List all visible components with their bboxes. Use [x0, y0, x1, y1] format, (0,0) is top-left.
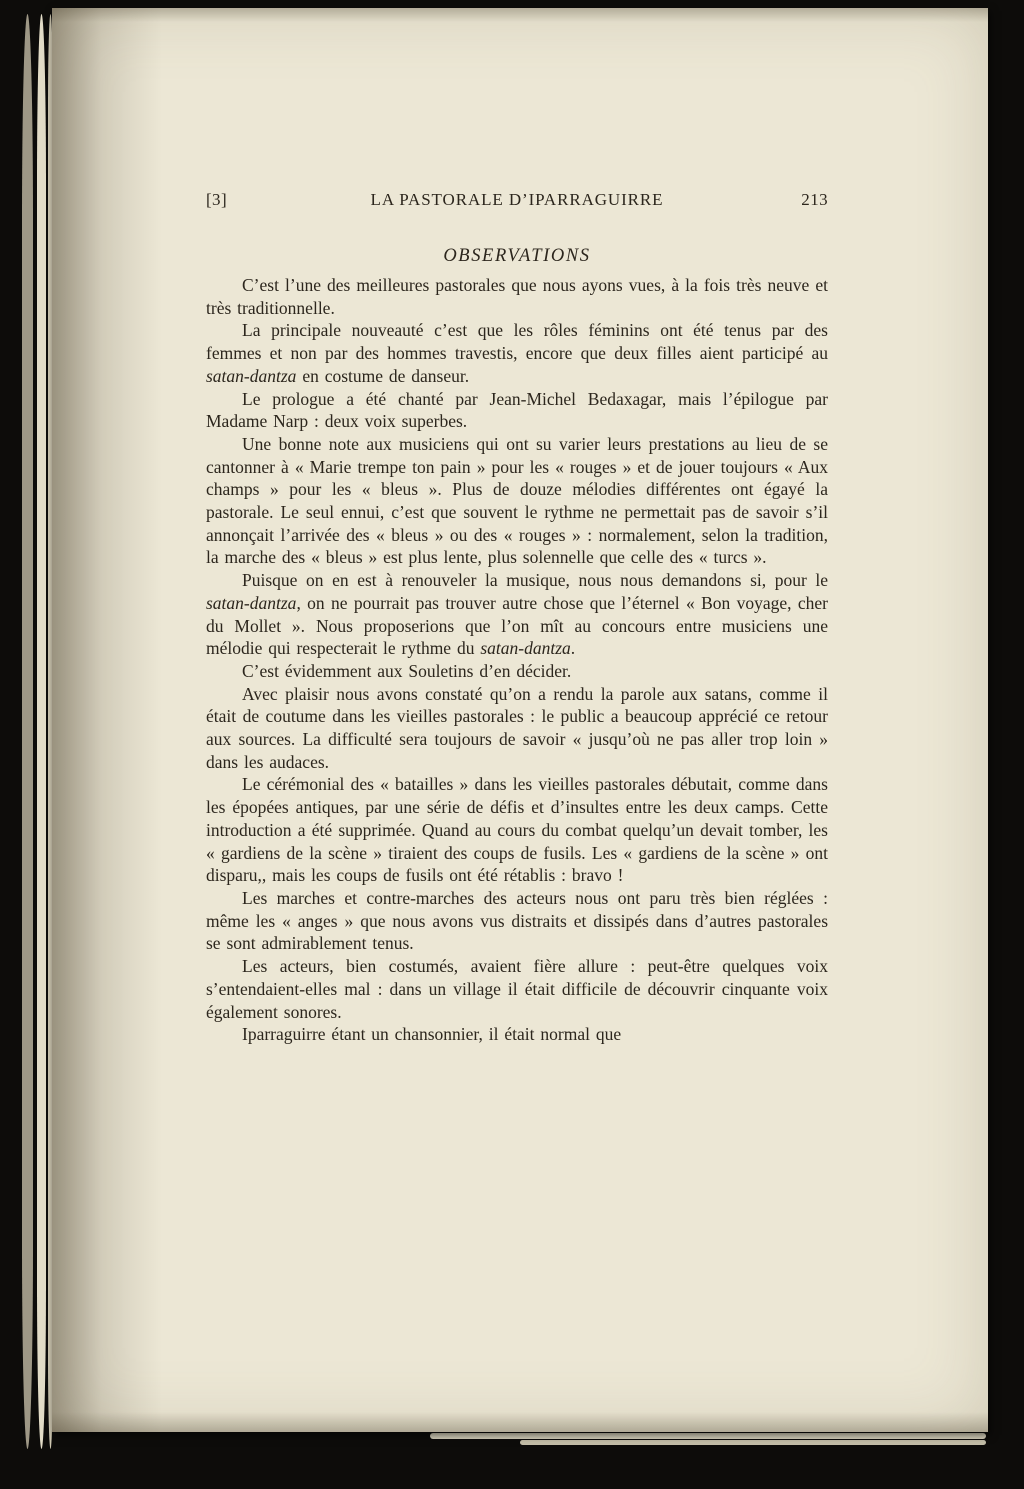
page-bottom-shade: [52, 1412, 988, 1432]
book-page: [52, 8, 988, 1432]
italic-term: satan-dantza: [480, 638, 571, 659]
page-top-shade: [52, 8, 988, 22]
running-title: LA PASTORALE D’IPARRAGUIRRE: [370, 190, 664, 209]
gutter-shadow: [52, 8, 162, 1432]
text-segment: Les marches et contre-marches des acteurs nous ont paru très bien réglées : même les « anges » que nous avons vus distraits et dissipés dans d’autres pastorales se sont admirablement tenus.: [206, 887, 828, 954]
page-content: [206, 190, 828, 1046]
paragraph: [206, 660, 828, 683]
page-stack-edge: [430, 1433, 986, 1439]
paragraph: [206, 683, 828, 774]
text-segment: Le prologue a été chanté par Jean-Michel Bedaxagar, mais l’épilogue par Madame Narp : deux voix superbes.: [206, 388, 828, 432]
paragraph: [206, 319, 828, 387]
text-segment: Avec plaisir nous avons constaté qu’on a rendu la parole aux satans, comme il était de coutume dans les vieilles pastorales : le public a beaucoup apprécié ce retour aux sources. La difficulté sera toujours de savoir « jusqu’où ne pas aller trop loin » dans les audaces.: [206, 683, 828, 772]
text-segment: La principale nouveauté c’est que les rôles féminins ont été tenus par des femmes et non par des hommes travestis, encore que deux filles aient participé au: [206, 320, 828, 364]
page-body: [206, 274, 828, 1046]
page-edge-line: [22, 14, 33, 1449]
paragraph: [206, 887, 828, 955]
text-segment: en costume de danseur.: [296, 365, 470, 386]
paragraph: [206, 955, 828, 1023]
italic-term: satan-dantza: [206, 365, 297, 386]
text-segment: Les acteurs, bien costumés, avaient fière allure : peut-être quelques voix s’entendaient-elles mal : dans un village il était difficile de découvrir cinquante voix également sonores.: [206, 956, 828, 1022]
text-segment: , on ne pourrait pas trouver autre chose que l’éternel « Bon voyage, cher du Mollet ». Nous proposerions que l’on mît au concours entre musiciens une mélodie qui respecterait le rythme du: [206, 592, 828, 659]
text-segment: Une bonne note aux musiciens qui ont su varier leurs prestations au lieu de se cantonner à « Marie trempe ton pain » pour les « rouges » et de jouer toujours « Aux champs » pour les « bleus ». Plus de douze mélodies différentes ont égayé la pastorale. Le seul ennui, c’est que souvent le rythme ne permettait pas de savoir s’il annonçait l’arrivée des « bleus » ou des « rouges » : normalement, selon la tradition, la marche des « bleus » est plus lente, plus solennelle que celle des « turcs ».: [206, 433, 828, 568]
paragraph: [206, 773, 828, 887]
paragraph: [206, 433, 828, 569]
italic-term: satan-dantza: [206, 592, 297, 613]
text-segment: C’est évidemment aux Souletins d’en décider.: [242, 660, 572, 681]
page-stack-edge: [520, 1440, 986, 1445]
page-edge-line: [37, 14, 46, 1449]
paragraph: [206, 1023, 828, 1046]
text-segment: C’est l’une des meilleures pastorales que nous ayons vues, à la fois très neuve et très traditionnelle.: [206, 275, 828, 318]
page-header: [206, 190, 828, 210]
text-segment: Le cérémonial des « batailles » dans les vieilles pastorales débutait, comme dans les épopées antiques, par une série de défis et d’insultes entre les deux camps. Cette introduction a été supprimée. Quand au cours du combat quelqu’un devait tomber, les « gardiens de la scène » tiraient des coups de fusils. Les « gardiens de la scène » ont disparu,, mais les coups de fusils ont été rétablis : bravo !: [206, 774, 828, 886]
text-segment: Iparraguirre étant un chansonnier, il était normal que: [242, 1024, 622, 1045]
paragraph: [206, 569, 828, 660]
paragraph: [206, 274, 828, 319]
section-number: [3]: [206, 190, 228, 209]
page-number: 213: [801, 190, 828, 209]
text-segment: Puisque on en est à renouveler la musique, nous nous demandons si, pour le: [242, 570, 828, 591]
paragraph: [206, 388, 828, 433]
text-segment: .: [570, 638, 576, 659]
section-title: OBSERVATIONS: [443, 246, 591, 266]
